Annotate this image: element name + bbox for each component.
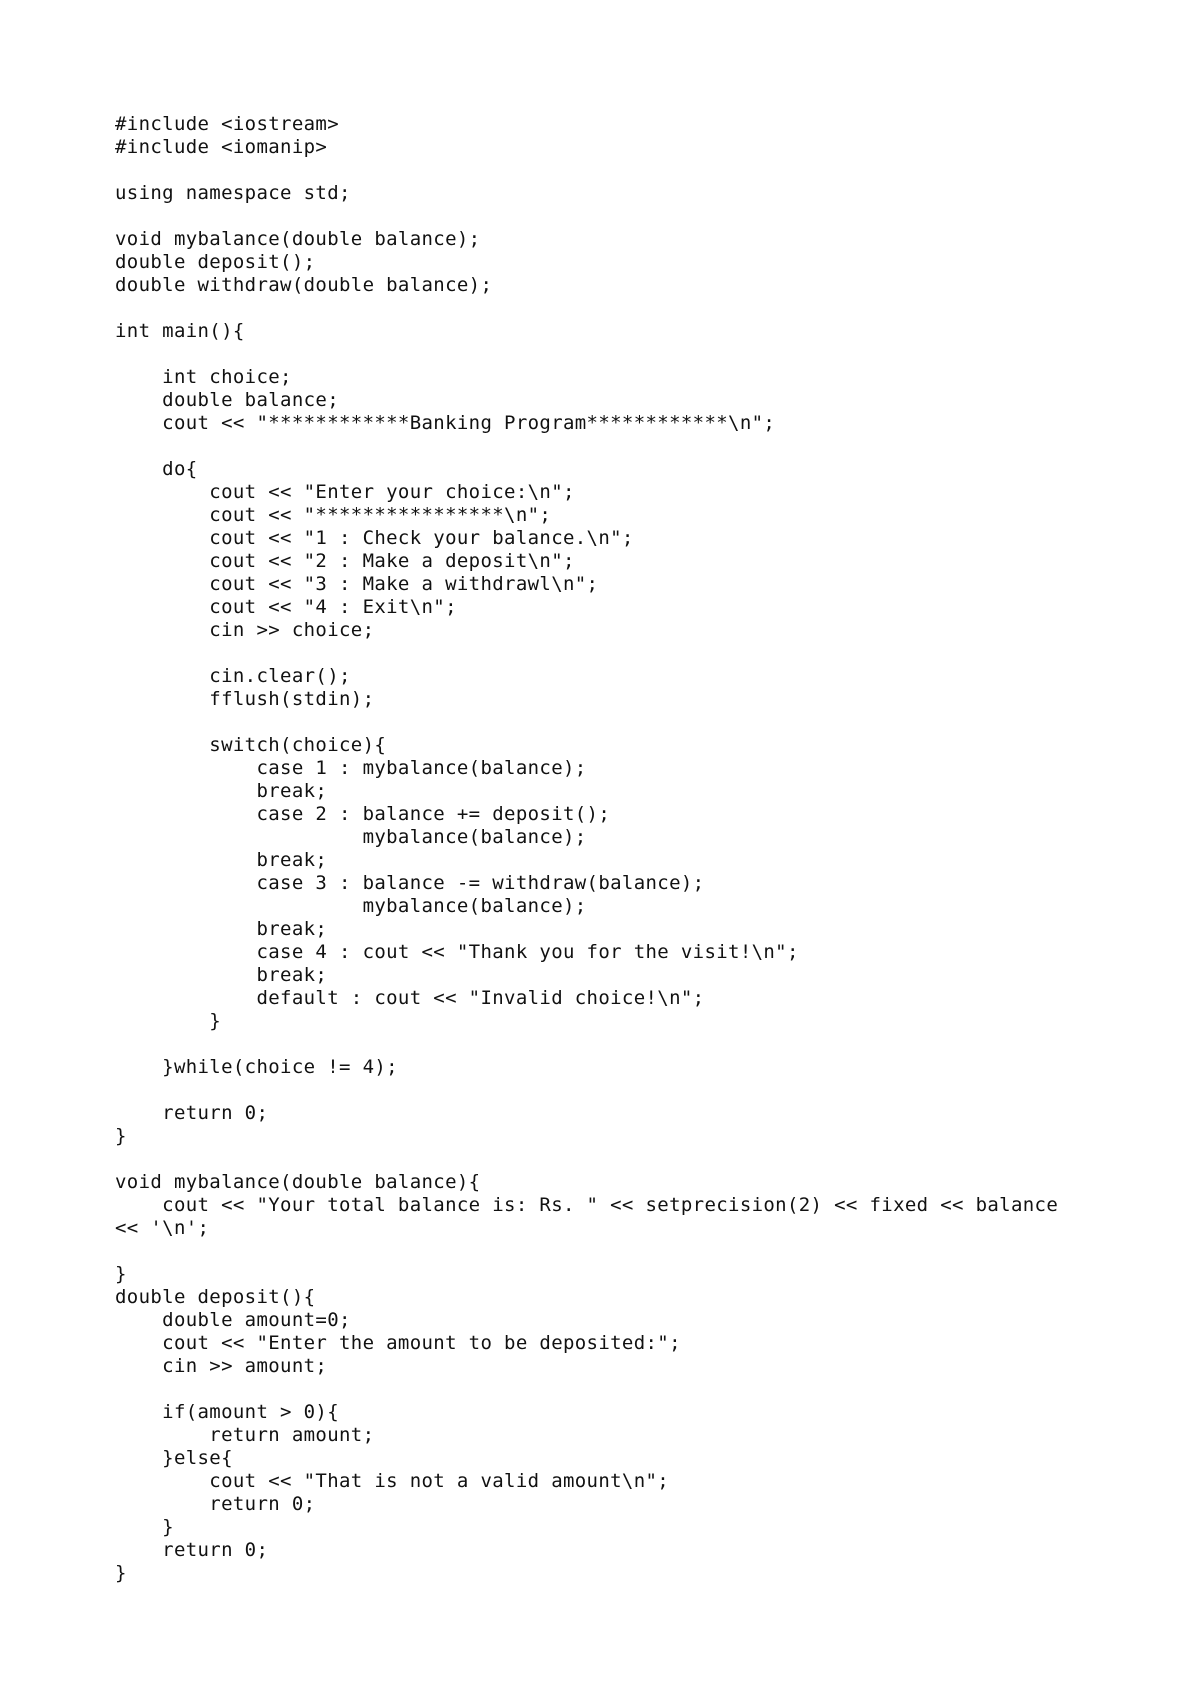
code-line <box>115 343 1058 366</box>
code-line: fflush(stdin); <box>115 688 375 710</box>
code-line: } <box>115 1562 127 1584</box>
code-line: cin >> choice; <box>115 619 375 641</box>
code-line: }else{ <box>115 1447 233 1469</box>
code-line: return 0; <box>115 1493 316 1515</box>
code-line: double amount=0; <box>115 1309 351 1331</box>
code-line: case 1 : mybalance(balance); <box>115 757 587 779</box>
code-line: cout << "************Banking Program************\n"; <box>115 412 776 434</box>
code-line: void mybalance(double balance); <box>115 228 481 250</box>
code-line <box>115 297 1058 320</box>
code-line: return amount; <box>115 1424 375 1446</box>
code-line: mybalance(balance); <box>115 895 587 917</box>
code-line: mybalance(balance); <box>115 826 587 848</box>
code-line: cin.clear(); <box>115 665 351 687</box>
code-line: return 0; <box>115 1102 269 1124</box>
code-line: double withdraw(double balance); <box>115 274 493 296</box>
code-line: cin >> amount; <box>115 1355 328 1377</box>
code-line: #include <iomanip> <box>115 136 328 158</box>
code-line <box>115 435 1058 458</box>
code-line: if(amount > 0){ <box>115 1401 339 1423</box>
code-line: case 2 : balance += deposit(); <box>115 803 611 825</box>
code-line: break; <box>115 780 328 802</box>
code-line: default : cout << "Invalid choice!\n"; <box>115 987 705 1009</box>
code-line: int choice; <box>115 366 292 388</box>
code-line: #include <iostream> <box>115 113 339 135</box>
code-line: } <box>115 1125 127 1147</box>
code-line: case 3 : balance -= withdraw(balance); <box>115 872 705 894</box>
code-line <box>115 711 1058 734</box>
code-line: case 4 : cout << "Thank you for the visit!\n"; <box>115 941 799 963</box>
code-line: switch(choice){ <box>115 734 387 756</box>
code-line: return 0; <box>115 1539 269 1561</box>
code-line: cout << "Your total balance is: Rs. " << setprecision(2) << fixed << balance <box>115 1194 1059 1216</box>
code-line: } <box>115 1516 174 1538</box>
code-line: cout << "Enter the amount to be deposited:"; <box>115 1332 681 1354</box>
code-line: cout << "1 : Check your balance.\n"; <box>115 527 634 549</box>
code-line: } <box>115 1263 127 1285</box>
code-listing <box>115 113 1058 1585</box>
code-line: cout << "****************\n"; <box>115 504 552 526</box>
code-line <box>115 205 1058 228</box>
code-line: int main(){ <box>115 320 245 342</box>
code-line <box>115 1079 1058 1102</box>
code-line: cout << "Enter your choice:\n"; <box>115 481 575 503</box>
code-line: using namespace std; <box>115 182 351 204</box>
code-line: break; <box>115 964 328 986</box>
code-line <box>115 159 1058 182</box>
code-line: cout << "That is not a valid amount\n"; <box>115 1470 670 1492</box>
code-line: break; <box>115 849 328 871</box>
code-line: double deposit(){ <box>115 1286 316 1308</box>
code-line <box>115 642 1058 665</box>
code-line: << '\n'; <box>115 1217 210 1239</box>
code-line <box>115 1033 1058 1056</box>
code-line: cout << "3 : Make a withdrawl\n"; <box>115 573 599 595</box>
code-line: }while(choice != 4); <box>115 1056 398 1078</box>
code-line: } <box>115 1010 222 1032</box>
code-line: cout << "2 : Make a deposit\n"; <box>115 550 575 572</box>
code-line: cout << "4 : Exit\n"; <box>115 596 457 618</box>
code-line: do{ <box>115 458 198 480</box>
code-line: double deposit(); <box>115 251 316 273</box>
code-line <box>115 1378 1058 1401</box>
code-line <box>115 1240 1058 1263</box>
code-line: double balance; <box>115 389 339 411</box>
code-line <box>115 1148 1058 1171</box>
code-line: void mybalance(double balance){ <box>115 1171 481 1193</box>
code-line: break; <box>115 918 328 940</box>
